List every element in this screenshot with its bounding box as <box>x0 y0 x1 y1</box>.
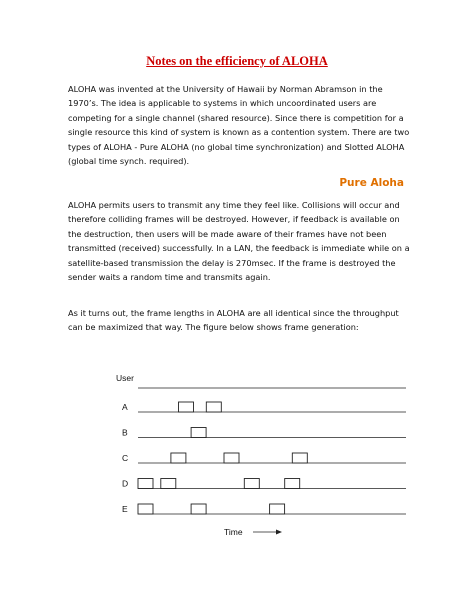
frame-length-paragraph: As it turns out, the frame lengths in ALOHA are all identical since the throughput can be maximized that way. The figure below shows frame generation: <box>68 308 399 333</box>
frame-box <box>270 504 285 514</box>
frame-box <box>138 479 153 489</box>
figure-rows <box>122 402 406 514</box>
frame-box <box>292 453 307 463</box>
user-label-d: D <box>122 478 129 489</box>
user-label-a: A <box>122 402 128 412</box>
user-axis-label: User <box>116 373 134 383</box>
frame-box <box>285 479 300 489</box>
frame-box <box>191 428 206 438</box>
document-title: Notes on the efficiency of ALOHA <box>146 54 328 68</box>
frame-box <box>161 479 176 489</box>
frame-box <box>171 453 186 463</box>
frame-box <box>138 504 153 514</box>
user-label-c: C <box>122 453 129 463</box>
frame-box <box>244 479 259 489</box>
frame-box <box>179 402 194 412</box>
time-axis-label: Time <box>224 527 243 537</box>
frame-box <box>206 402 221 412</box>
user-label-b: B <box>122 427 128 438</box>
intro-paragraph: ALOHA was invented at the University of Hawaii by Norman Abramson in the 1970’s. The idea is applicable to systems in which uncoordinated users are competing for a single channel (shared resource). Since there is competition for a single resource this kind of system is known as a contention system. There are two types of ALOHA - Pure ALOHA (no global time synchronization) and Slotted ALOHA (global time synch. required). <box>68 84 410 167</box>
frame-generation-figure <box>110 368 410 548</box>
frame-box <box>191 504 206 514</box>
time-arrow-icon <box>253 530 282 535</box>
user-label-e: E <box>122 504 128 514</box>
pure-aloha-paragraph: ALOHA permits users to transmit any time they feel like. Collisions will occur and therefore colliding frames will be destroyed. However, if feedback is available on the destruction, then users will be made aware of their frames have not been transmitted (received) successfully. In a LAN, the feedback is immediate while on a satellite-based transmission the delay is 270msec. If the frame is destroyed the sender waits a random time and transmits again. <box>68 200 410 283</box>
frame-box <box>224 453 239 463</box>
section-heading: Pure Aloha <box>339 177 404 189</box>
